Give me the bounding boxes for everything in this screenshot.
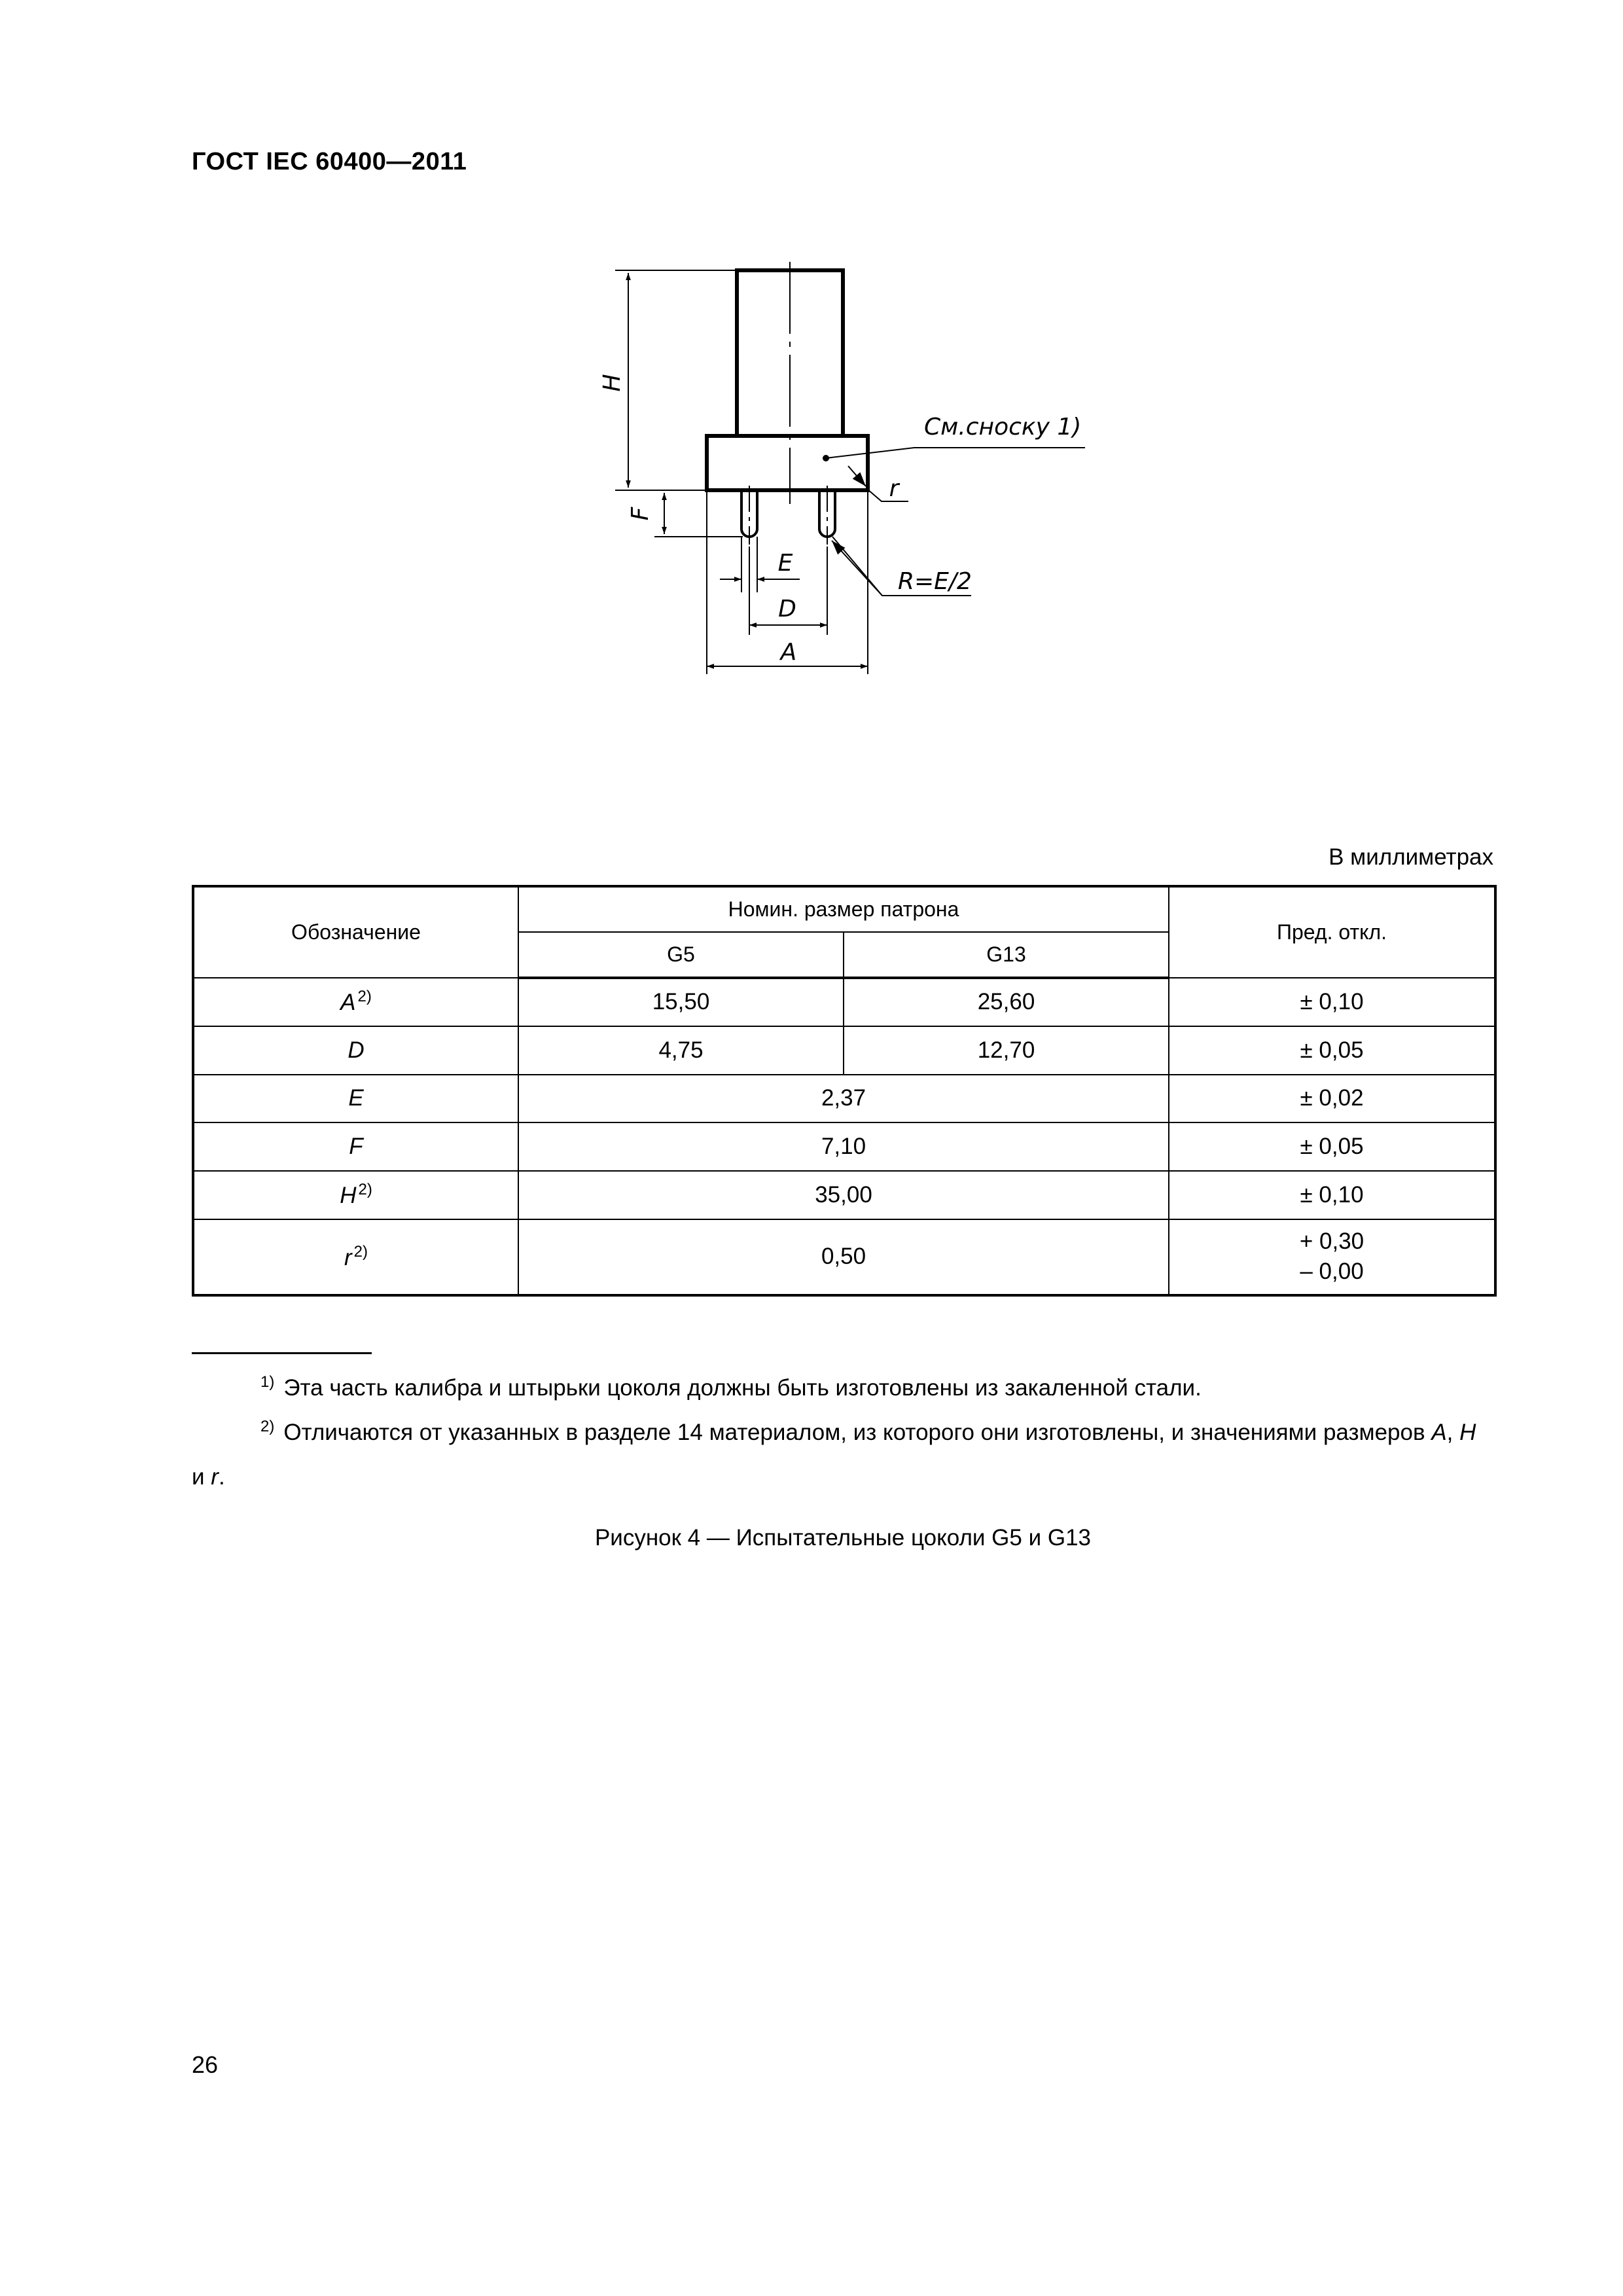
table-row xyxy=(193,1075,1495,1123)
dimension-lines xyxy=(628,273,868,666)
header-g13: G13 xyxy=(844,932,1169,978)
table-row xyxy=(193,1026,1495,1075)
cap-base-block xyxy=(707,436,868,490)
common-value-cell: 35,00 xyxy=(518,1171,1169,1219)
footnote-separator xyxy=(192,1352,372,1354)
dim-a-label: A xyxy=(780,639,797,666)
table-row xyxy=(193,1171,1495,1219)
fillet-r-label: r xyxy=(889,475,899,502)
tolerance-cell: ± 0,10 xyxy=(1169,1171,1495,1219)
tolerance-cell: ± 0,05 xyxy=(1169,1026,1495,1075)
footnote-reference-label: См.сноску 1) xyxy=(924,414,1082,440)
g5-value-cell: 15,50 xyxy=(518,978,844,1026)
tolerance-cell: ± 0,05 xyxy=(1169,1122,1495,1171)
footnote-2: $^{2)}$ Отличаются от указанных в разделе 14 материалом, из которого они изготовлены, и значениями размеров A, H и r. xyxy=(192,1418,1476,1490)
figure-caption: Рисунок 4 — Испытательные цоколи G5 и G13 xyxy=(594,1525,1092,1551)
symbol-cell: A $^{2)}$ xyxy=(193,978,518,1026)
header-g5: G5 xyxy=(518,932,844,978)
footnote-1: $^{1)}$ Эта часть калибра и штырьки цоколя должны быть изготовлены из закаленной стали. xyxy=(260,1373,1202,1401)
table-row xyxy=(193,1219,1495,1295)
header-designation: Обозначение xyxy=(193,886,518,978)
symbol-cell: F xyxy=(193,1122,518,1171)
leader-footnote xyxy=(826,448,1085,458)
common-value-cell: 0,50 xyxy=(518,1219,1169,1295)
radius-label: R=E/2 xyxy=(898,568,972,595)
dim-f-label: F xyxy=(627,507,654,521)
g13-value-cell: 12,70 xyxy=(844,1026,1169,1075)
common-value-cell: 7,10 xyxy=(518,1122,1169,1171)
dim-d-label: D xyxy=(778,596,796,622)
table-row xyxy=(193,1122,1495,1171)
tolerance-cell: + 0,30 – 0,00 xyxy=(1169,1219,1495,1295)
table-row xyxy=(193,978,1495,1026)
cap-outline xyxy=(707,270,868,537)
dim-h-label: H xyxy=(599,374,626,392)
test-cap-drawing xyxy=(0,0,1623,785)
dimensions-table xyxy=(192,885,1497,1297)
center-lines xyxy=(749,262,827,545)
document-header: ГОСТ IEC 60400—2011 xyxy=(192,148,467,175)
symbol-cell: D xyxy=(193,1026,518,1075)
symbol-cell: E xyxy=(193,1075,518,1123)
symbol-cell: H $^{2)}$ xyxy=(193,1171,518,1219)
common-value-cell: 2,37 xyxy=(518,1075,1169,1123)
tolerance-cell: ± 0,10 xyxy=(1169,978,1495,1026)
header-tolerance: Пред. откл. xyxy=(1169,886,1495,978)
g13-value-cell: 25,60 xyxy=(844,978,1169,1026)
page-number: 26 xyxy=(192,2051,219,2078)
g5-value-cell: 4,75 xyxy=(518,1026,844,1075)
leader-r xyxy=(868,490,908,501)
tolerance-cell: ± 0,02 xyxy=(1169,1075,1495,1123)
units-note: В миллиметрах xyxy=(1329,844,1493,870)
dim-e-label: E xyxy=(777,550,793,577)
symbol-cell: r $^{2)}$ xyxy=(193,1219,518,1295)
extension-lines xyxy=(615,270,868,674)
header-nominal-size: Номин. размер патрона xyxy=(518,886,1169,932)
